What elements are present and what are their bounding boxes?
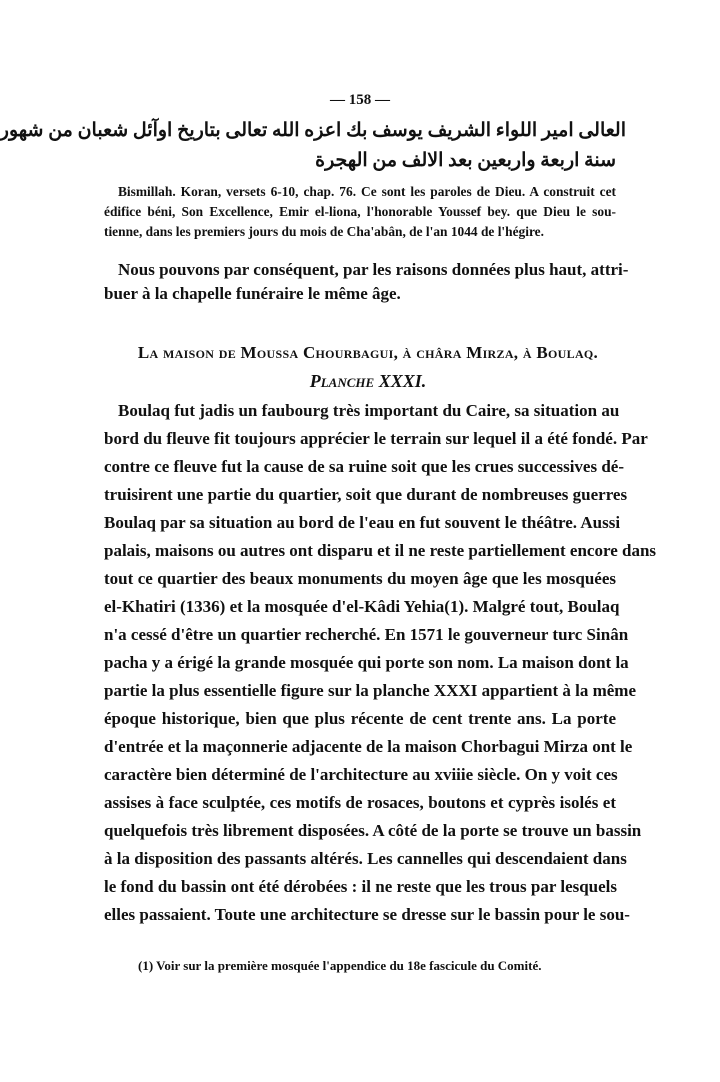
body-line: contre ce fleuve fut la cause de sa ruine soit que les crues successives dé- bbox=[104, 457, 624, 476]
body-line: tout ce quartier des beaux monuments du moyen âge que les mosquées bbox=[104, 569, 616, 588]
body-line: n'a cessé d'être un quartier recherché. En 1571 le gouverneur turc Sinân bbox=[104, 625, 629, 644]
body-line: bord du fleuve fit toujours apprécier le terrain sur lequel il a été fondé. Par bbox=[104, 429, 648, 448]
paragraph-line: Nous pouvons par conséquent, par les raisons données plus haut, attri- bbox=[118, 260, 629, 279]
translation-line: Bismillah. Koran, versets 6-10, chap. 76. Ce sont les paroles de Dieu. A construit cet bbox=[118, 184, 616, 199]
body-line: d'entrée et la maçonnerie adjacente de la maison Chorbagui Mirza ont le bbox=[104, 737, 633, 756]
body-line: quelquefois très librement disposées. A côté de la porte se trouve un bassin bbox=[104, 821, 642, 840]
footnote: (1) Voir sur la première mosquée l'appendice du 18e fascicule du Comité. bbox=[138, 958, 542, 973]
translation-line: tienne, dans les premiers jours du mois de Cha'abân, de l'an 1044 de l'hégire. bbox=[104, 224, 544, 239]
body-line: le fond du bassin ont été dérobées : il ne reste que les trous par lesquels bbox=[104, 877, 618, 896]
body-line: caractère bien déterminé de l'architecture au xviiie siècle. On y voit ces bbox=[104, 765, 618, 784]
body-line: Boulaq par sa situation au bord de l'eau en fut souvent le théâtre. Aussi bbox=[104, 513, 621, 532]
paragraph-line: buer à la chapelle funéraire le même âge. bbox=[104, 284, 401, 303]
plate-title: Planche XXXI. bbox=[309, 371, 427, 391]
page-number: — 158 — bbox=[330, 92, 390, 108]
arabic-inscription-line-1: العالى امير اللواء الشريف يوسف بك اعزه الله تعالى بتاريخ اوآئل شعبان من شهور bbox=[0, 120, 626, 141]
body-line: palais, maisons ou autres ont disparu et il ne reste partiellement encore dans bbox=[104, 541, 657, 560]
body-line: partie la plus essentielle figure sur la planche XXXI appartient à la même bbox=[104, 681, 637, 700]
section-heading: La maison de Moussa Chourbagui, à châra Mirza, à Boulaq. bbox=[137, 343, 599, 362]
body-line: truisirent une partie du quartier, soit que durant de nombreuses guerres bbox=[104, 485, 628, 504]
body-line: Boulaq fut jadis un faubourg très important du Caire, sa situation au bbox=[118, 401, 620, 420]
body-line: pacha y a érigé la grande mosquée qui porte son nom. La maison dont la bbox=[104, 653, 629, 672]
body-line: à la disposition des passants altérés. Les cannelles qui descendaient dans bbox=[104, 849, 627, 868]
body-line: époque historique, bien que plus récente de cent trente ans. La porte bbox=[104, 709, 616, 728]
body-line: el-Khatiri (1336) et la mosquée d'el-Kâdi Yehia(1). Malgré tout, Boulaq bbox=[104, 597, 620, 616]
arabic-inscription-line-2: سنة اربعة واربعين بعد الالف من الهجرة bbox=[315, 150, 616, 171]
body-line: assises à face sculptée, ces motifs de rosaces, boutons et cyprès isolés et bbox=[104, 793, 616, 812]
body-line: elles passaient. Toute une architecture se dresse sur le bassin pour le sou- bbox=[104, 905, 630, 924]
translation-line: édifice béni, Son Excellence, Emir el-liona, l'honorable Youssef bey. que Dieu le sou- bbox=[104, 204, 616, 219]
